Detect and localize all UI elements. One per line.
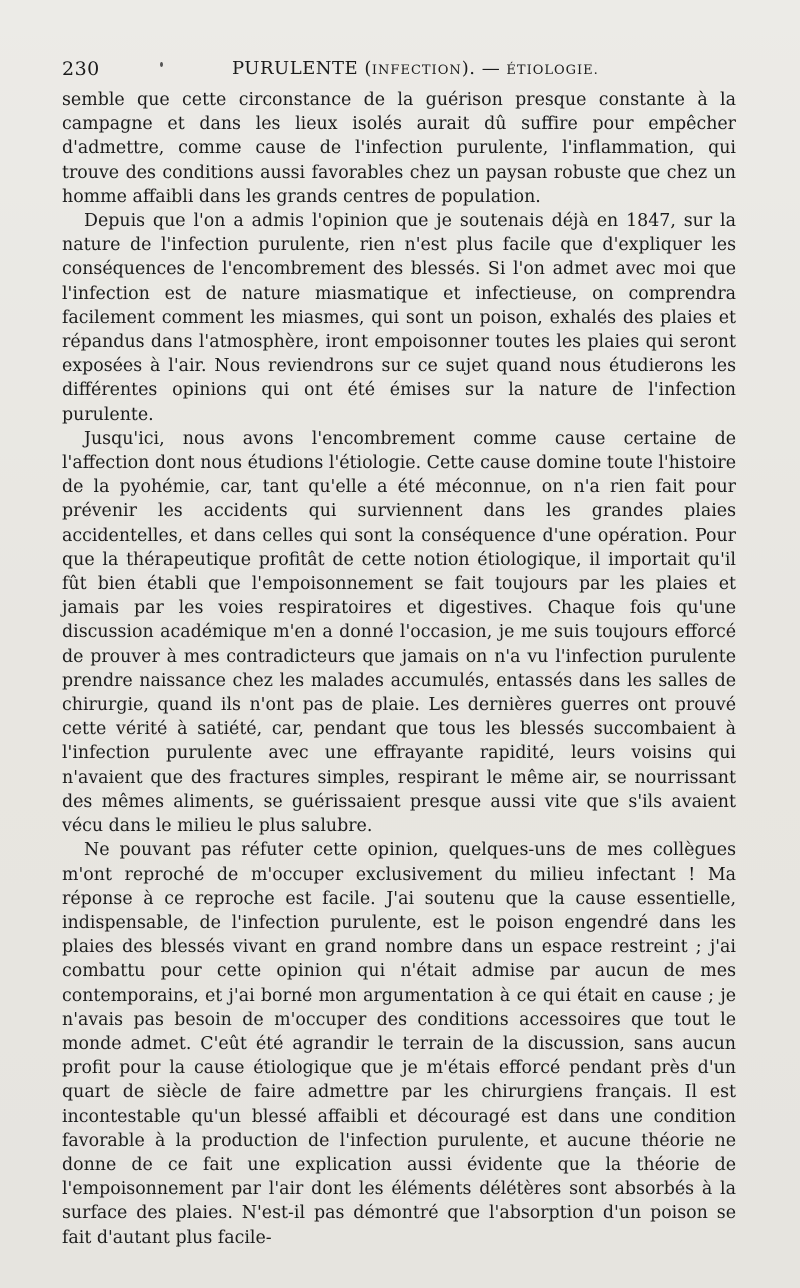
paragraph: Jusqu'ici, nous avons l'encombrement comme cause certaine de l'affection dont nous étudions l'étiologie. Cette cause domine toute l'histoire de la pyohémie, car, tant qu'elle a été méconnue, on n'a rien fait pour prévenir les accidents qui surviennent dans les grandes plaies accidentelles, et dans celles qui sont la conséquence d'une opération. Pour que la thérapeutique profitât de cette notion étiologique, il importait qu'il fût bien établi que l'empoisonnement se fait toujours par les plaies et jamais par les voies respiratoires et digestives. Chaque fois qu'une discussion académique m'en a donné l'occasion, je me suis toujours efforcé de prouver à mes contradicteurs que jamais on n'a vu l'infection purulente prendre naissance chez les malades accumulés, entassés dans les salles de chirurgie, quand ils n'ont pas de plaie. Les dernières guerres ont prouvé cette vérité à satiété, car, pendant que tous les blessés succombaient à l'infection purulente avec une effrayante rapidité, leurs voisins qui n'avaient que des fractures simples, respirant le même air, se nourrissant des mêmes aliments, se guérissaient presque aussi vite que s'ils avaient vécu dans le milieu le plus salubre.	[62, 428, 736, 837]
running-title-smallcaps: INFECTION	[371, 63, 462, 78]
page-number: 230	[62, 58, 100, 80]
paragraph-continuation: semble que cette circonstance de la guérison presque constante à la campagne et dans les lieux isolés aurait dû suffire pour empêcher d'admettre, comme cause de l'infection purulente, l'inflammation, qui trouve des conditions aussi favorables chez un paysan robuste que chez un homme affaibli dans les grands centres de population.	[62, 90, 736, 207]
running-title-tail: ). —	[461, 58, 507, 79]
running-title-main: PURULENTE (	[232, 58, 372, 79]
paragraph: Ne pouvant pas réfuter cette opinion, quelques-uns de mes collègues m'ont reproché de m'occuper exclusivement du milieu infectant ! Ma réponse à ce reproche est facile. J'ai soutenu que la cause essentielle, indispensable, de l'infection purulente, est le poison engendré dans les plaies des blessés vivant en grand nombre dans un espace restreint ; j'ai combattu pour cette opinion qui n'était admise par aucun de mes contemporains, et j'ai borné mon argumentation à ce qui était en cause ; je n'avais pas besoin de m'occuper des conditions accessoires que tout le monde admet. C'eût été agrandir le terrain de la discussion, sans aucun profit pour la cause étiologique que je m'étais efforcé pendant près d'un quart de siècle de faire admettre par les chirurgiens français. Il est incontestable qu'un blessé affaibli et découragé est dans une condition favorable à la production de l'infection purulente, et aucune théorie ne donne de ce fait une explication aussi évidente que la théorie de l'empoisonnement par l'air dont les éléments délétères sont absorbés à la surface des plaies. N'est-il pas démontré que l'absorption d'un poison se fait d'autant plus facile-	[62, 840, 736, 1248]
page-header	[62, 58, 738, 88]
ink-speck	[160, 62, 163, 67]
body-text	[62, 88, 736, 1250]
running-title-section: ÉTIOLOGIE.	[506, 63, 599, 78]
paragraph: Depuis que l'on a admis l'opinion que je soutenais déjà en 1847, sur la nature de l'infection purulente, rien n'est plus facile que d'expliquer les conséquences de l'encombrement des blessés. Si l'on admet avec moi que l'infection est de nature miasmatique et infectieuse, on comprendra facilement comment les miasmes, qui sont un poison, exhalés des plaies et répandus dans l'atmosphère, iront empoisonner toutes les plaies qui seront exposées à l'air. Nous reviendrons sur ce sujet quand nous étudierons les différentes opinions qui ont été émises sur la nature de l'infection purulente.	[62, 211, 736, 425]
running-title	[232, 58, 599, 79]
